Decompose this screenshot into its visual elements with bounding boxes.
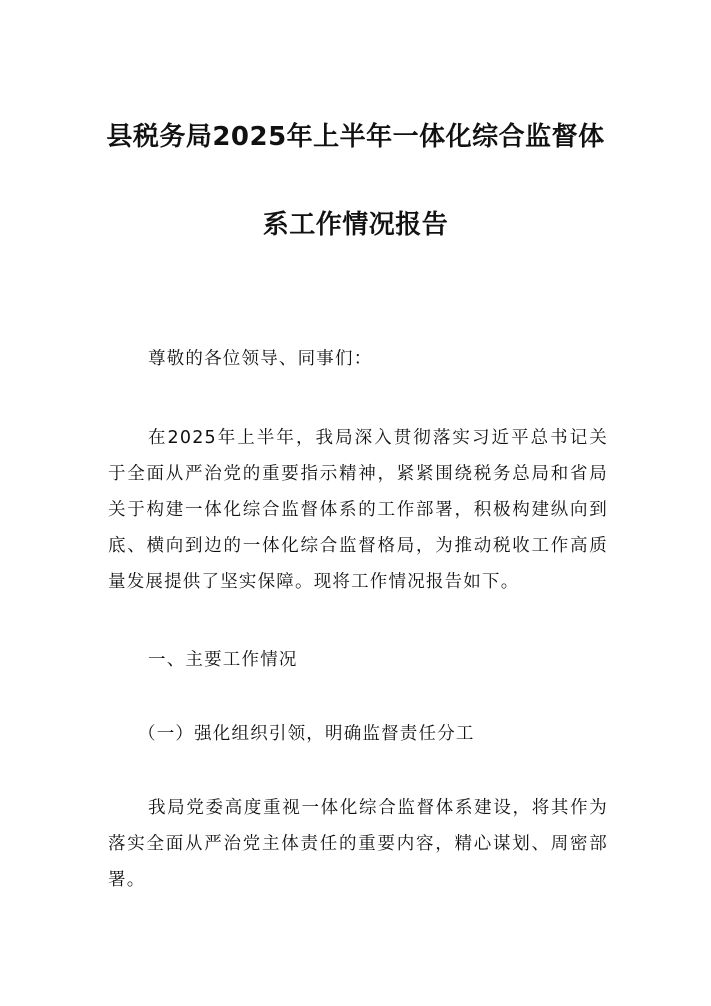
body-paragraph: 我局党委高度重视一体化综合监督体系建设，将其作为落实全面从严治党主体责任的重要内容，精心谋划、周密部署。 xyxy=(108,798,608,890)
salutation: 尊敬的各位领导、同事们： xyxy=(148,349,373,369)
subsection-heading: （一）强化组织引领，明确监督责任分工 xyxy=(138,724,475,744)
document-title-line-1: 县税务局2025年上半年一体化综合监督体 xyxy=(106,122,605,152)
document-title-line-2: 系工作情况报告 xyxy=(262,210,449,240)
section-heading: 一、主要工作情况 xyxy=(148,650,298,670)
intro-paragraph: 在2025年上半年，我局深入贯彻落实习近平总书记关于全面从严治党的重要指示精神，紧紧围绕税务总局和省局关于构建一体化综合监督体系的工作部署，积极构建纵向到底、横向到边的一体化综合监督格局，为推动税收工作高质量发展提供了坚实保障。现将工作情况报告如下。 xyxy=(108,428,608,592)
